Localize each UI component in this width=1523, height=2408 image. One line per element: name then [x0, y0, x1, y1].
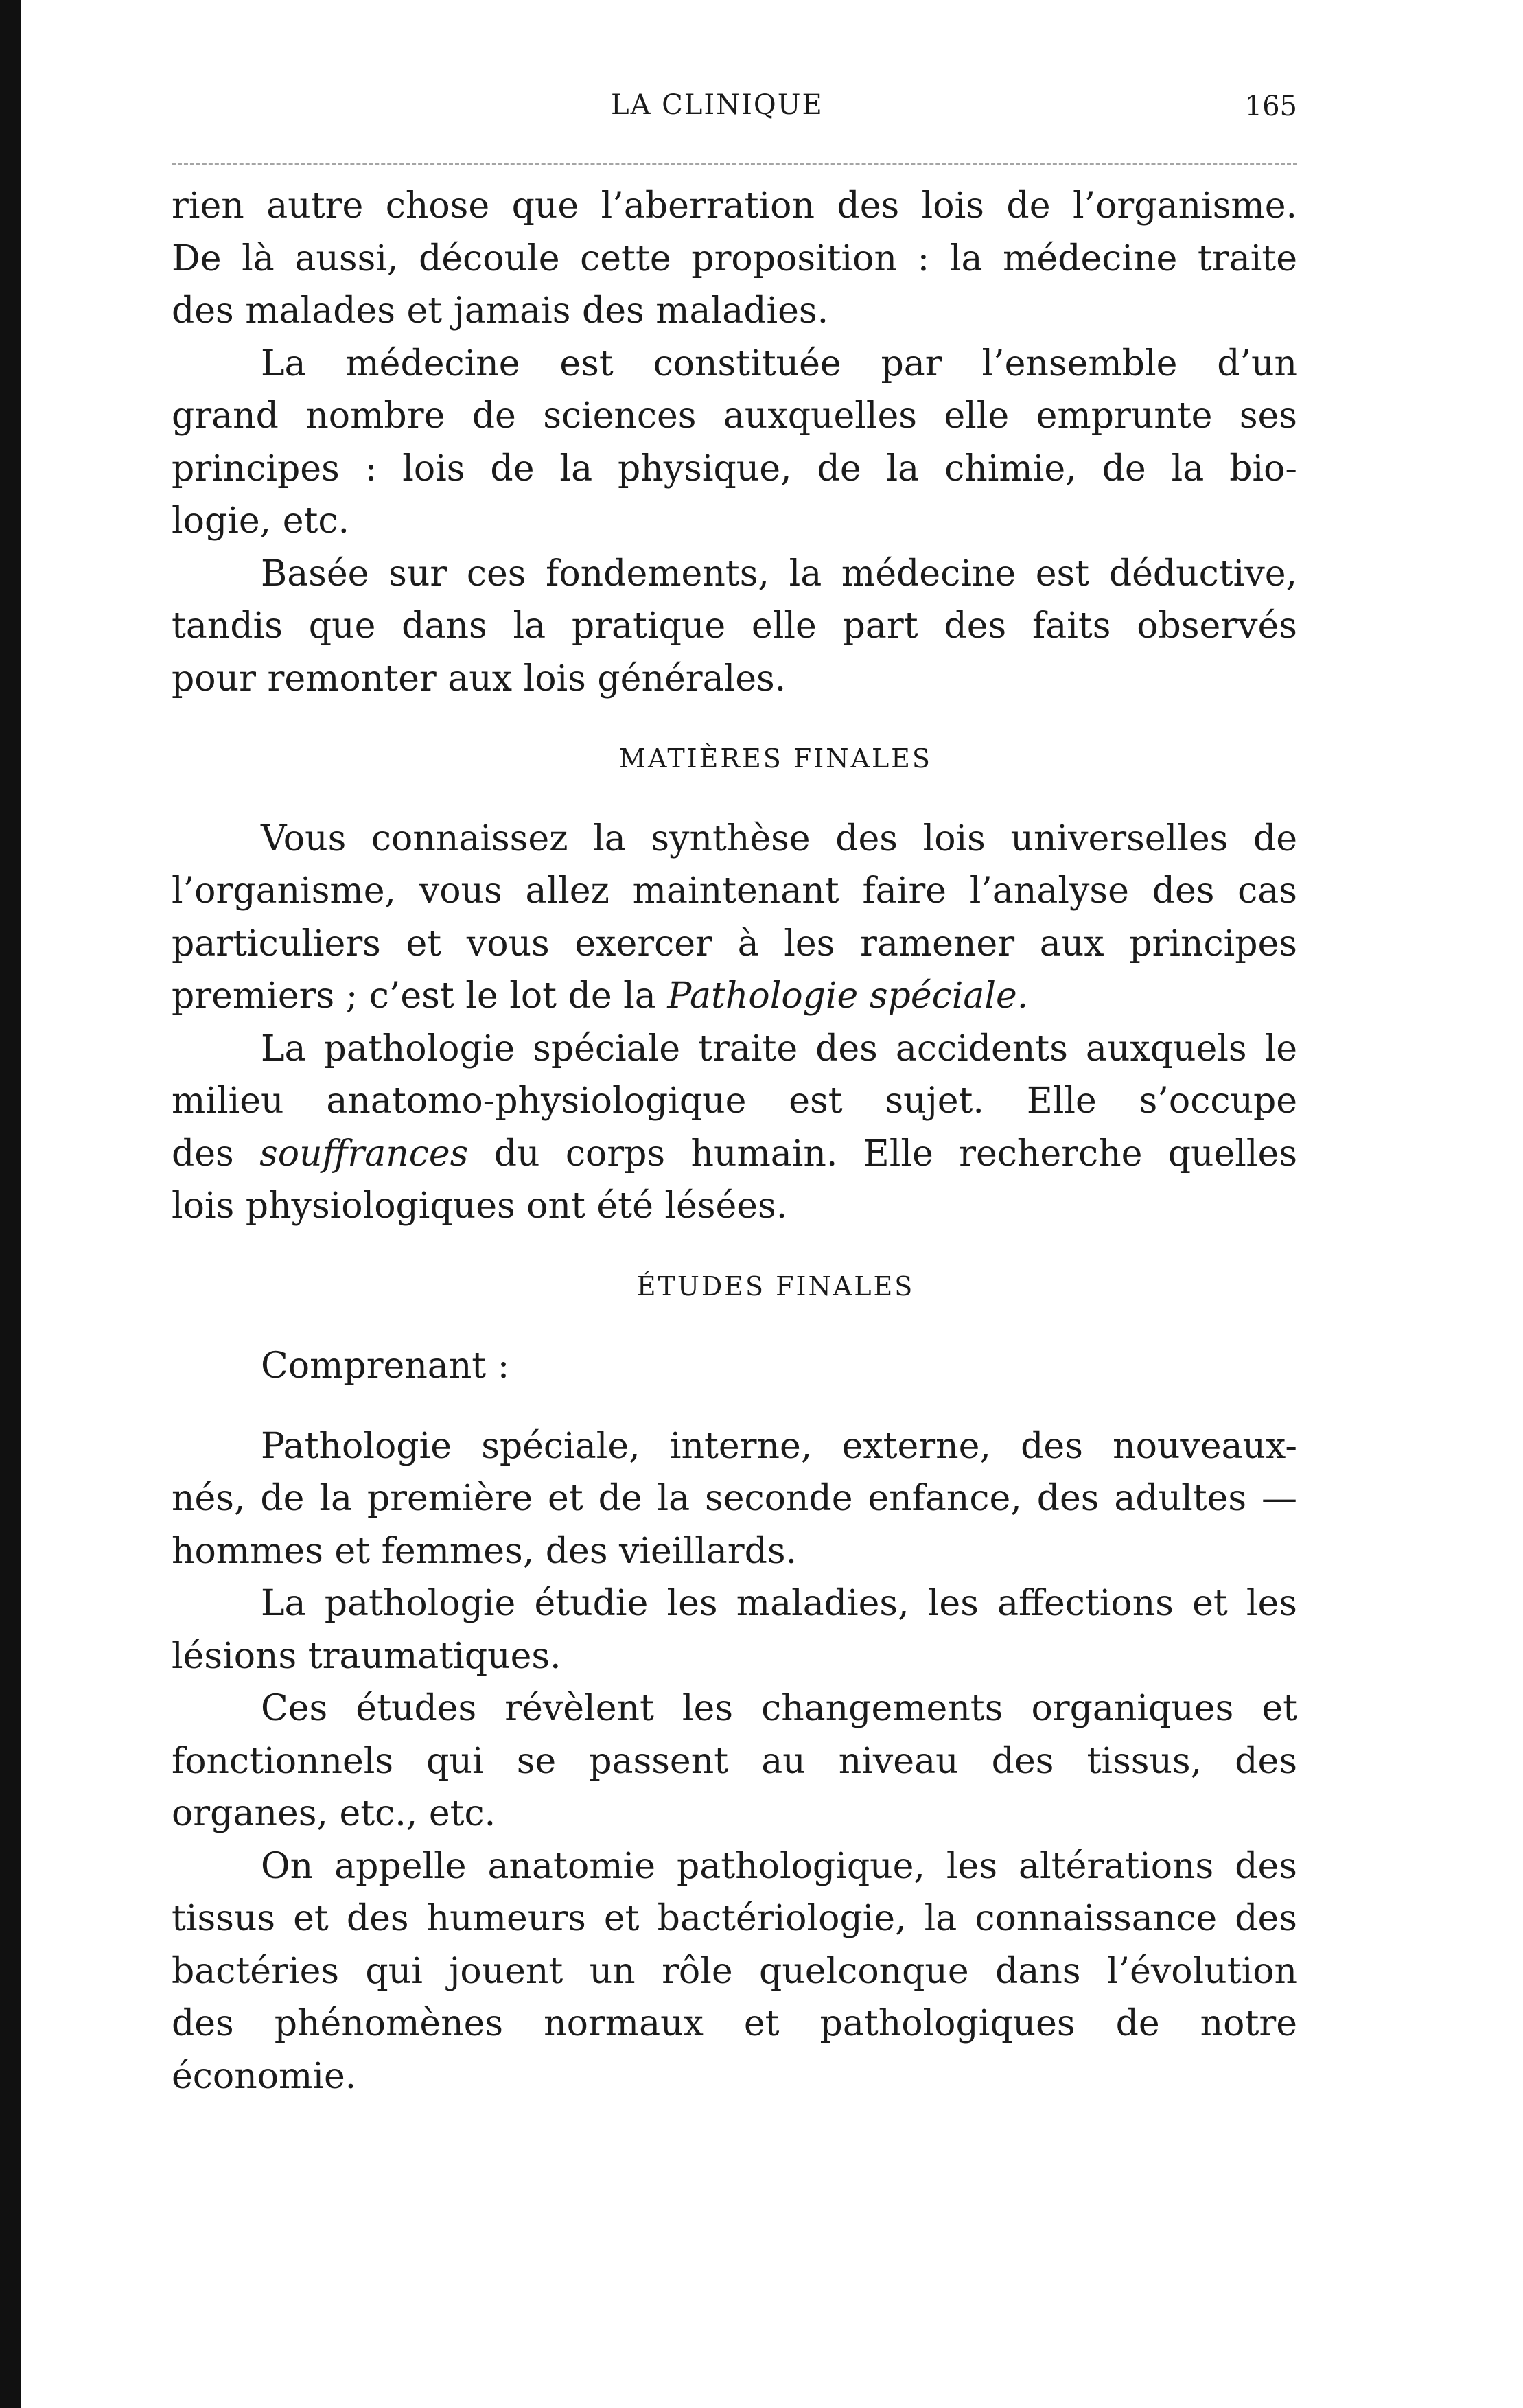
paragraph-line: économie. [172, 2055, 357, 2097]
paragraph-line: lésions traumatiques. [172, 1635, 561, 1677]
scan-edge [0, 0, 21, 2408]
paragraph-line: bactéries qui jouent un rôle quelconque dans l’évolution [172, 1950, 1297, 1992]
line-text: des [172, 1133, 260, 1174]
paragraph-3 [172, 548, 1297, 706]
paragraph-line [172, 1128, 1297, 1181]
paragraph-1 [172, 180, 1297, 338]
paragraph-line: On appelle anatomie pathologique, les altérations des [261, 1845, 1297, 1887]
paragraph-line: logie, etc. [172, 500, 350, 542]
paragraph-line: l’organisme, vous allez maintenant faire l’analyse des cas [172, 870, 1297, 912]
paragraph-line [172, 970, 1297, 1023]
page-body [172, 180, 1297, 2103]
line-text: du corps humain. Elle recherche quelles [468, 1133, 1297, 1174]
section-heading-matieres-finales: MATIÈRES FINALES [619, 743, 932, 774]
section-heading-etudes-finales: ÉTUDES FINALES [636, 1271, 915, 1301]
paragraph-line: Comprenant : [261, 1345, 510, 1387]
paragraph-line: organes, etc., etc. [172, 1793, 496, 1834]
paragraph-line: grand nombre de sciences auxquelles elle emprunte ses [172, 395, 1297, 437]
paragraph-line: Vous connaissez la synthèse des lois universelles de [261, 818, 1297, 859]
paragraph-8 [172, 1577, 1297, 1682]
paragraph-line: des phénomènes normaux et pathologiques de notre [172, 2003, 1297, 2044]
paragraph-line: pour remonter aux lois générales. [172, 658, 787, 699]
italic-term: Pathologie spéciale. [667, 975, 1029, 1017]
paragraph-line: Basée sur ces fondements, la médecine est déductive, [261, 553, 1297, 594]
paragraph-line: Pathologie spéciale, interne, externe, des nouveaux- [261, 1425, 1297, 1467]
paragraph-7 [172, 1420, 1297, 1578]
paragraph-line: des malades et jamais des maladies. [172, 290, 829, 332]
page-number: 165 [1244, 91, 1297, 122]
line-text: premiers ; c’est le lot de la [172, 975, 668, 1017]
paragraph-line: principes : lois de la physique, de la chimie, de la bio- [172, 448, 1297, 489]
paragraph-6 [172, 1340, 1297, 1393]
paragraph-line: tissus et des humeurs et bactériologie, la connaissance des [172, 1898, 1297, 1939]
paragraph-line: rien autre chose que l’aberration des lois de l’organisme. [172, 185, 1297, 227]
italic-term: souffrances [259, 1133, 469, 1174]
paragraph-2 [172, 338, 1297, 548]
paragraph-line: La médecine est constituée par l’ensemble d’un [261, 343, 1297, 384]
header-rule [172, 163, 1297, 165]
paragraph-line: La pathologie étudie les maladies, les affections et les [261, 1583, 1297, 1624]
page-header [172, 89, 1297, 144]
paragraph-line: particuliers et vous exercer à les ramener aux principes [172, 923, 1297, 964]
paragraph-line: hommes et femmes, des vieillards. [172, 1530, 798, 1572]
running-title: LA CLINIQUE [611, 89, 824, 121]
paragraph-line: tandis que dans la pratique elle part des faits observés [172, 605, 1297, 647]
paragraph-line: La pathologie spéciale traite des accidents auxquels le [261, 1028, 1297, 1069]
paragraph-line: lois physiologiques ont été lésées. [172, 1185, 788, 1227]
paragraph-line: milieu anatomo-physiologique est sujet. Elle s’occupe [172, 1080, 1297, 1122]
paragraph-5 [172, 1023, 1297, 1233]
paragraph-line: De là aussi, découle cette proposition : la médecine traite [172, 238, 1297, 279]
paragraph-10 [172, 1840, 1297, 2103]
paragraph-4 [172, 813, 1297, 1023]
paragraph-line: Ces études révèlent les changements organiques et [261, 1688, 1297, 1729]
paragraph-line: fonctionnels qui se passent au niveau des tissus, des [172, 1740, 1297, 1782]
paragraph-9 [172, 1682, 1297, 1840]
paragraph-line: nés, de la première et de la seconde enfance, des adultes — [172, 1478, 1297, 1519]
